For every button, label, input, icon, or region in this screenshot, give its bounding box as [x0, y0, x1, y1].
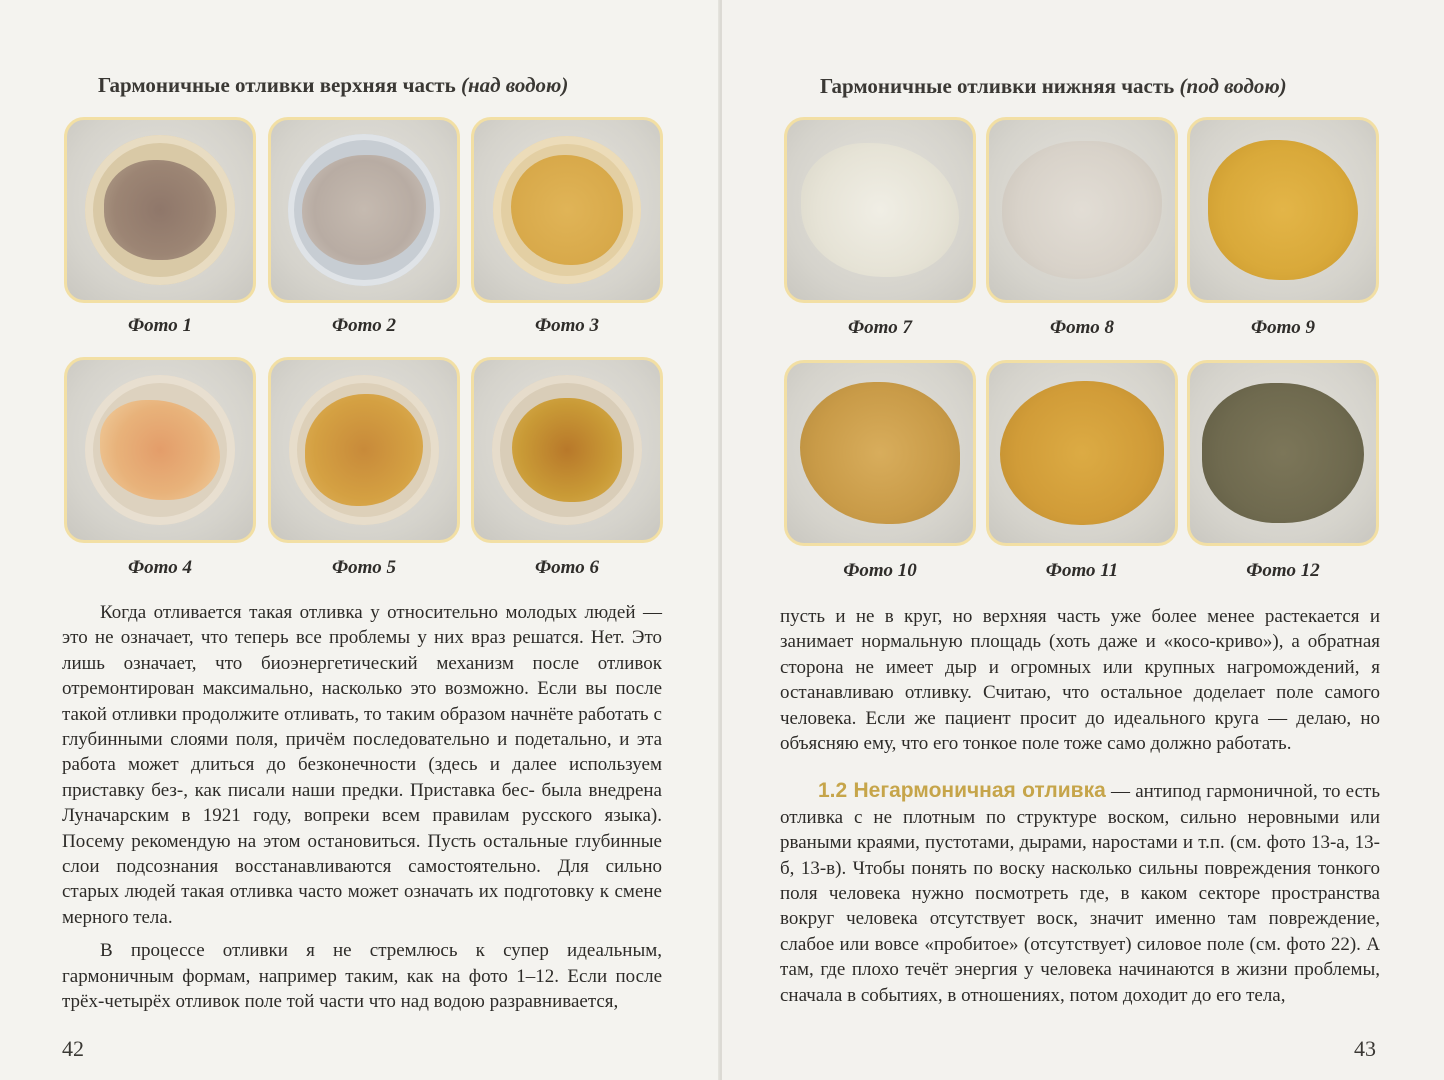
paragraph: Когда отливается такая отливка у относительно молодых людей — это не означает, что теперь все проблемы у них враз решатся. Нет. Это лишь означает, что биоэнергетический механизм после отливок отремонтирован максимально, насколько это возможно. Если вы после такой отливки продолжите отливать, то таким образом начнёте работать с глубинными слоями поля, причём последовательно и подетально, и эта работа может длиться до безконечности (здесь и далее используем приставку без-, как писали наши предки. Приставка бес- была внедрена Луначарским в 1921 году, вопреки всем правилам русского языка). Посему рекомендую на этом остановиться. Пусть остальные глубинные слои подсознания восстанавливаются самостоятельно. Для сильно старых людей такая отливка часто может означать их подготовку к смене мерного тела.: [62, 602, 662, 928]
photo-11: [986, 360, 1178, 546]
photo-4-caption: Фото 4: [128, 557, 192, 578]
section-paragraph: [780, 778, 1380, 1008]
photo-9: [1187, 117, 1379, 303]
photo-12: [1187, 360, 1379, 546]
photo-7-caption: Фото 7: [848, 317, 912, 338]
photo-3-caption: Фото 3: [535, 315, 599, 336]
photo-4: [64, 357, 256, 543]
photo-11-caption: Фото 11: [1045, 560, 1119, 581]
photo-2-caption: Фото 2: [332, 315, 396, 336]
paragraph: пусть и не в круг, но верхняя часть уже более менее растекается и занимает нормальную площадь (хоть даже и «косо-криво»), а обратная сторона не имеет дыр и огромных или крупных нагромождений, я останавливаю отливку. Считаю, что остальное доделает поле самого человека. Если же пациент просит до идеального круга — делаю, но объясняю ему, что его тонкое поле тоже само должно работать.: [780, 606, 1380, 755]
photo-1: [64, 117, 256, 303]
photo-1-caption: Фото 1: [128, 315, 192, 336]
paragraph: В процессе отливки я не стремлюсь к супер идеальным, гармоничным формам, например таким, как на фото 1–12. Если после трёх-четырёх отливок поле той части что над водою разравнивается,: [62, 940, 662, 1013]
photo-6-caption: Фото 6: [535, 557, 599, 578]
page-number: 43: [1354, 1036, 1376, 1061]
heading-note: (над водою): [460, 73, 569, 97]
photo-2: [268, 117, 460, 303]
photo-9-caption: Фото 9: [1251, 317, 1315, 338]
section-text: — антипод гармоничной, то есть отливка с не плотным по структуре воском, сильно неровными или рваными краями, пустотами, дырами, наростами и т.п. (см. фото 13-а, 13-б, 13-в). Чтобы понять по воску насколько сильны повреждения тонкого поля человека нужно посмотреть где, в каком секторе пространства вокруг человека отсутствует воск, значит именно там повреждение, слабое или вовсе «пробитое» (отсутствует) силовое поле (см. фото 22). А там, где плохо течёт энергия у человека начинаются в жизни проблемы, сначала в событиях, в отношениях, потом доходит до его тела,: [780, 781, 1380, 1006]
photo-8-caption: Фото 8: [1050, 317, 1114, 338]
section-title: 1.2 Негармоничная отливка: [818, 779, 1106, 803]
heading-text: Гармоничные отливки нижняя часть: [820, 74, 1175, 98]
photo-5-caption: Фото 5: [332, 557, 396, 578]
photo-12-caption: Фото 12: [1246, 560, 1320, 581]
left-page: [0, 0, 720, 1080]
photo-8: [986, 117, 1178, 303]
photo-10-caption: Фото 10: [843, 560, 917, 581]
photo-7: [784, 117, 976, 303]
right-page-body: [780, 604, 1380, 1008]
photo-10: [784, 360, 976, 546]
page-number: 42: [62, 1036, 84, 1061]
photo-5: [268, 357, 460, 543]
photo-3: [471, 117, 663, 303]
right-page: [722, 0, 1444, 1080]
photo-6: [471, 357, 663, 543]
heading-text: Гармоничные отливки верхняя часть: [98, 73, 456, 97]
heading-note: (под водою): [1179, 74, 1287, 98]
left-page-body: [62, 600, 662, 1015]
right-page-heading: [820, 74, 1287, 99]
left-page-heading: [98, 73, 568, 98]
